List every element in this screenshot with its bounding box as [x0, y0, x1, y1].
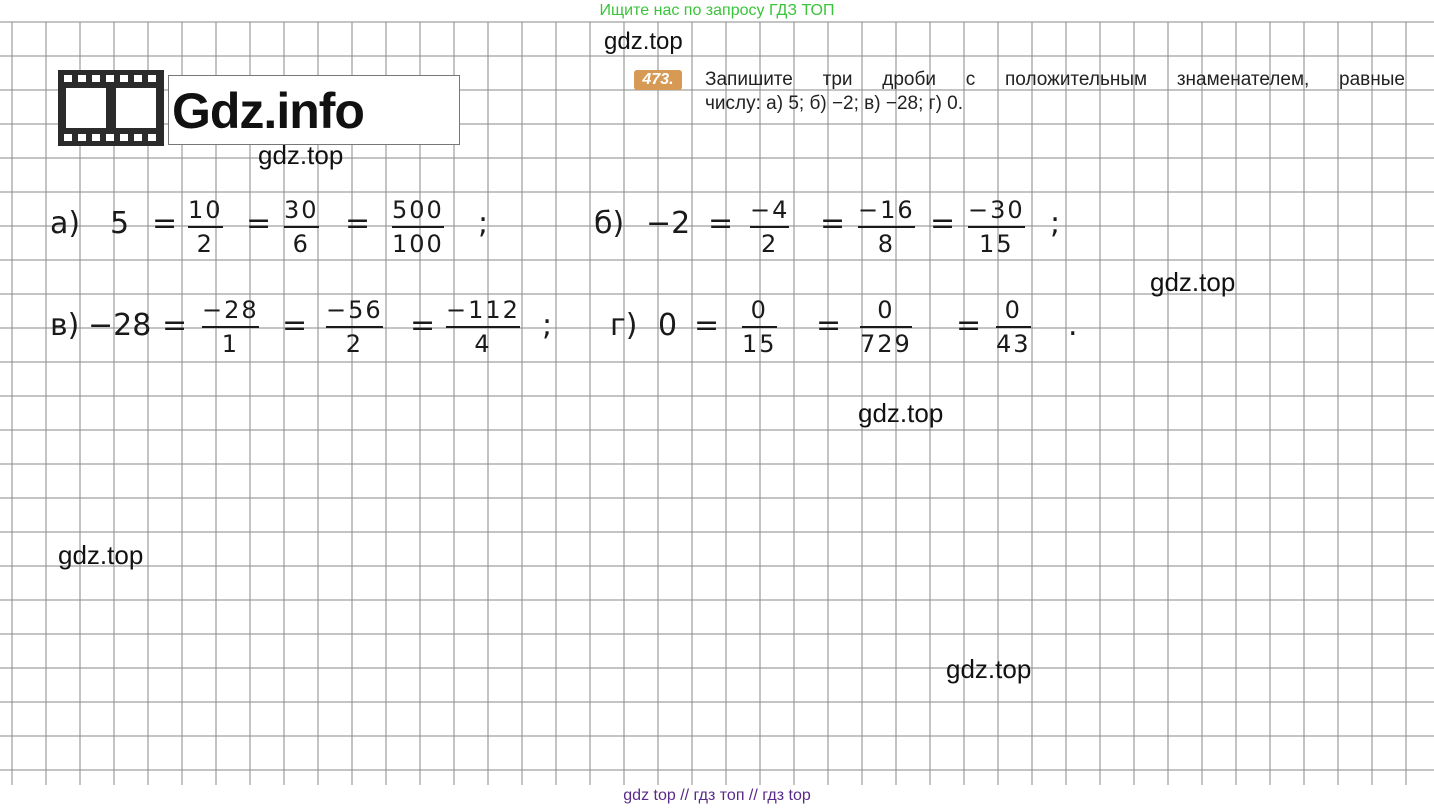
separator: .	[1068, 308, 1078, 343]
numerator: 0	[877, 296, 895, 324]
numerator: −30	[968, 196, 1025, 224]
logo-text[interactable]: Gdz.info	[172, 83, 364, 139]
denominator: 2	[345, 330, 363, 358]
denominator: 43	[996, 330, 1031, 358]
equals-sign: =	[694, 308, 720, 343]
fraction-v2	[326, 296, 383, 358]
numerator: −4	[750, 196, 790, 224]
task-statement	[705, 68, 1405, 116]
fraction-g3	[996, 296, 1031, 358]
equals-sign: =	[956, 308, 982, 343]
separator: ;	[478, 206, 489, 241]
watermark: gdz.top	[1150, 267, 1236, 297]
label-a: а)	[50, 206, 81, 241]
fraction-a2	[284, 196, 319, 258]
equals-sign: =	[162, 308, 188, 343]
denominator: 100	[392, 230, 444, 258]
task-line-2: числу: а) 5; б) −2; в) −28; г) 0.	[705, 93, 964, 114]
value-a: 5	[110, 206, 130, 241]
numerator: 0	[1004, 296, 1022, 324]
label-v: в)	[50, 308, 80, 343]
fraction-b2	[858, 196, 915, 258]
fraction-a1	[188, 196, 223, 258]
separator: ;	[1050, 206, 1061, 241]
equals-sign: =	[152, 206, 178, 241]
watermark: gdz.top	[946, 654, 1032, 684]
equals-sign: =	[930, 206, 956, 241]
equals-sign: =	[708, 206, 734, 241]
numerator: 0	[750, 296, 768, 324]
denominator: 2	[196, 230, 214, 258]
equals-sign: =	[820, 206, 846, 241]
task-line-1: Запишите три дроби с положительным знаменателем, равные	[705, 69, 1405, 90]
fraction-g2	[860, 296, 912, 358]
film-strip-icon	[58, 70, 164, 146]
numerator: −56	[326, 296, 383, 324]
equals-sign: =	[246, 206, 272, 241]
fraction-b3	[968, 196, 1025, 258]
denominator: 6	[292, 230, 310, 258]
denominator: 2	[761, 230, 779, 258]
watermark: gdz.top	[604, 28, 683, 55]
fraction-v3	[446, 296, 520, 358]
fraction-v1	[202, 296, 259, 358]
numerator: 10	[188, 196, 223, 224]
denominator: 15	[742, 330, 777, 358]
bottom-banner[interactable]: gdz top // гдз топ // гдз top	[623, 787, 811, 804]
label-b: б)	[594, 206, 625, 241]
value-g: 0	[658, 308, 678, 343]
numerator: −16	[858, 196, 915, 224]
fraction-a3	[392, 196, 444, 258]
numerator: 30	[284, 196, 319, 224]
equals-sign: =	[410, 308, 436, 343]
denominator: 8	[877, 230, 895, 258]
equals-sign: =	[282, 308, 308, 343]
equals-sign: =	[816, 308, 842, 343]
denominator: 15	[979, 230, 1014, 258]
value-b: −2	[646, 206, 691, 241]
equals-sign: =	[345, 206, 371, 241]
separator: ;	[542, 308, 553, 343]
numerator: −112	[446, 296, 520, 324]
numerator: −28	[202, 296, 259, 324]
task-number-badge: 473.	[634, 70, 682, 90]
fraction-b1	[750, 196, 789, 258]
numerator: 500	[392, 196, 444, 224]
denominator: 729	[860, 330, 912, 358]
top-banner[interactable]: Ищите нас по запросу ГДЗ ТОП	[599, 2, 835, 19]
watermark: gdz.top	[858, 398, 944, 428]
watermark: gdz.top	[58, 540, 144, 570]
fraction-g1	[742, 296, 777, 358]
denominator: 4	[474, 330, 492, 358]
label-g: г)	[610, 308, 638, 343]
value-v: −28	[88, 308, 152, 343]
denominator: 1	[221, 330, 239, 358]
watermark: gdz.top	[258, 140, 344, 170]
